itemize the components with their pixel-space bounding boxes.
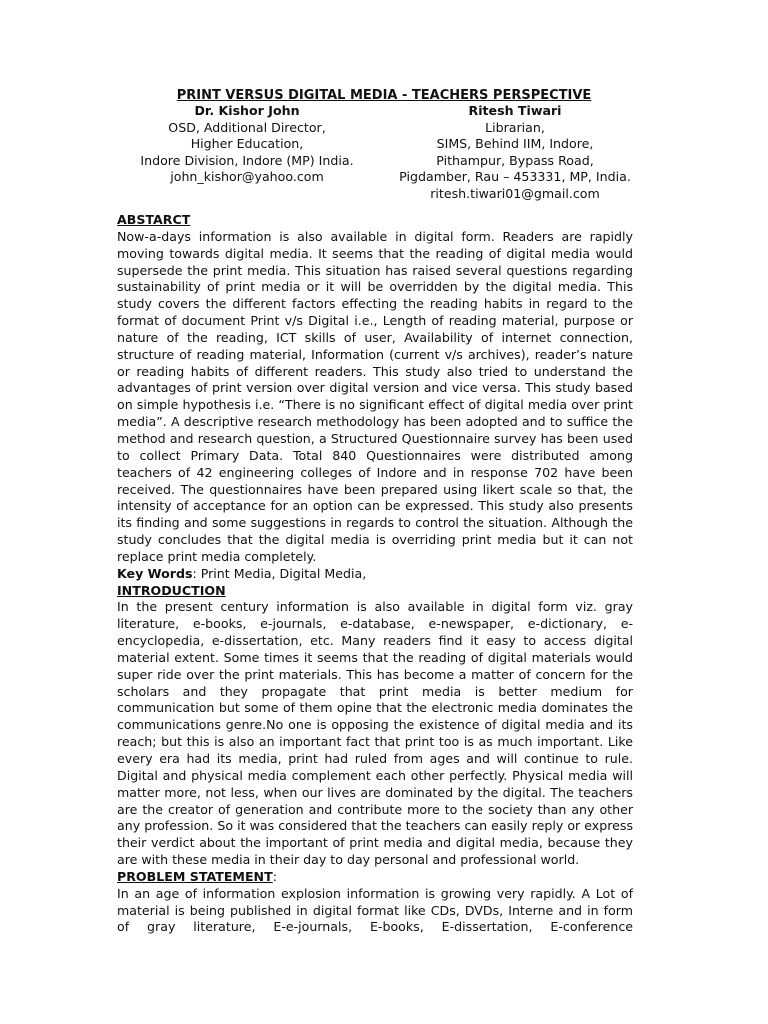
author-affiliation-line: Librarian, xyxy=(485,119,545,135)
author-affiliation-line: Pigdamber, Rau – 453331, MP, India. xyxy=(399,169,631,184)
author-name: Ritesh Tiwari xyxy=(468,103,562,118)
keywords-label: Key Words xyxy=(117,565,193,581)
author-affiliation-line: OSD, Additional Director, xyxy=(168,119,326,135)
author-block-2 xyxy=(380,103,650,202)
author-email: ritesh.tiwari01@gmail.com xyxy=(430,185,600,201)
paper-title xyxy=(0,87,768,104)
author-affiliation-line: SIMS, Behind IIM, Indore, xyxy=(436,136,594,151)
keywords-text: : Print Media, Digital Media, xyxy=(192,565,367,581)
author-affiliation-line: Higher Education, xyxy=(190,136,304,151)
problem-text: In an age of information explosion information is growing very rapidly. A Lot of material is being published in digital format like CDs, DVDs, Interne and in form of gray literature, E-e-journals, E-books, E-dissertation, E-conference xyxy=(117,885,633,935)
keywords-line xyxy=(117,566,633,583)
problem-heading: PROBLEM STATEMENT xyxy=(117,868,273,884)
abstract-text: Now-a-days information is also available in digital form. Readers are rapidly moving towards digital media. It seems that the reading of digital media would supersede the print media. This situation has raised several questions regarding sustainability of print media or it will be overridden by the digital media. This study covers the different factors effecting the reading habits in regard to the format of document Print v/s Digital i.e., Length of reading material, purpose or nature of the reading, ICT skills of user, Availability of internet connection, structure of reading material, Information (current v/s archives), reader’s nature or reading habits of different readers. This study also tried to understand the advantages of print version over digital version and vice versa. This study based on simple hypothesis i.e. “There is no significant effect of digital media over print media”. A descriptive research methodology has been adopted and to suffice the method and research question, a Structured Questionnaire survey has been used to collect Primary Data. Total 840 Questionnaires were distributed among teachers of 42 engineering colleges of Indore and in response 702 have been received. The questionnaires have been prepared using likert scale so that, the intensity of acceptance for an option can be expressed. This study also presents its finding and some suggestions in regards to control the situation. Although the study concludes that the digital media is overriding print media but it can not replace print media completely. xyxy=(117,228,633,564)
introduction-text: In the present century information is also available in digital form viz. gray literature, e-books, e-journals, e-database, e-newspaper, e-dictionary, e-encyclopedia, e-dissertation, etc. Many readers find it easy to access digital material extent. Some times it seems that the reading of digital materials would super ride over the print materials. This has become a matter of concern for the scholars and they propagate that print media is better medium for communication but some of them opine that the electronic media dominates the communications genre.No one is opposing the existence of digital media and its reach; but this is also an important fact that print too is as much important. Like every era had its media, print had ruled from ages and will continue to rule. Digital and physical media complement each other perfectly. Physical media will matter more, not less, when our lives are dominated by the digital. The teachers are the creator of generation and contribute more to the society than any other any profession. So it was considered that the teachers can easily reply or express their verdict about the important of print media and digital media, because they are with these media in their day to day personal and professional world. xyxy=(117,599,633,868)
author-email: john_kishor@yahoo.com xyxy=(170,169,324,184)
abstract-heading: ABSTARCT xyxy=(117,212,191,227)
author-name: Dr. Kishor John xyxy=(194,103,300,118)
introduction-heading: INTRODUCTION xyxy=(117,582,226,598)
paper-title-text: PRINT VERSUS DIGITAL MEDIA - TEACHERS PERSPECTIVE xyxy=(176,88,592,103)
problem-heading-line xyxy=(117,869,633,886)
author-affiliation-line: Indore Division, Indore (MP) India. xyxy=(140,152,354,168)
problem-heading-colon: : xyxy=(272,868,277,884)
author-block-1 xyxy=(117,103,377,186)
document-body xyxy=(117,212,633,936)
author-affiliation-line: Pithampur, Bypass Road, xyxy=(436,152,594,168)
